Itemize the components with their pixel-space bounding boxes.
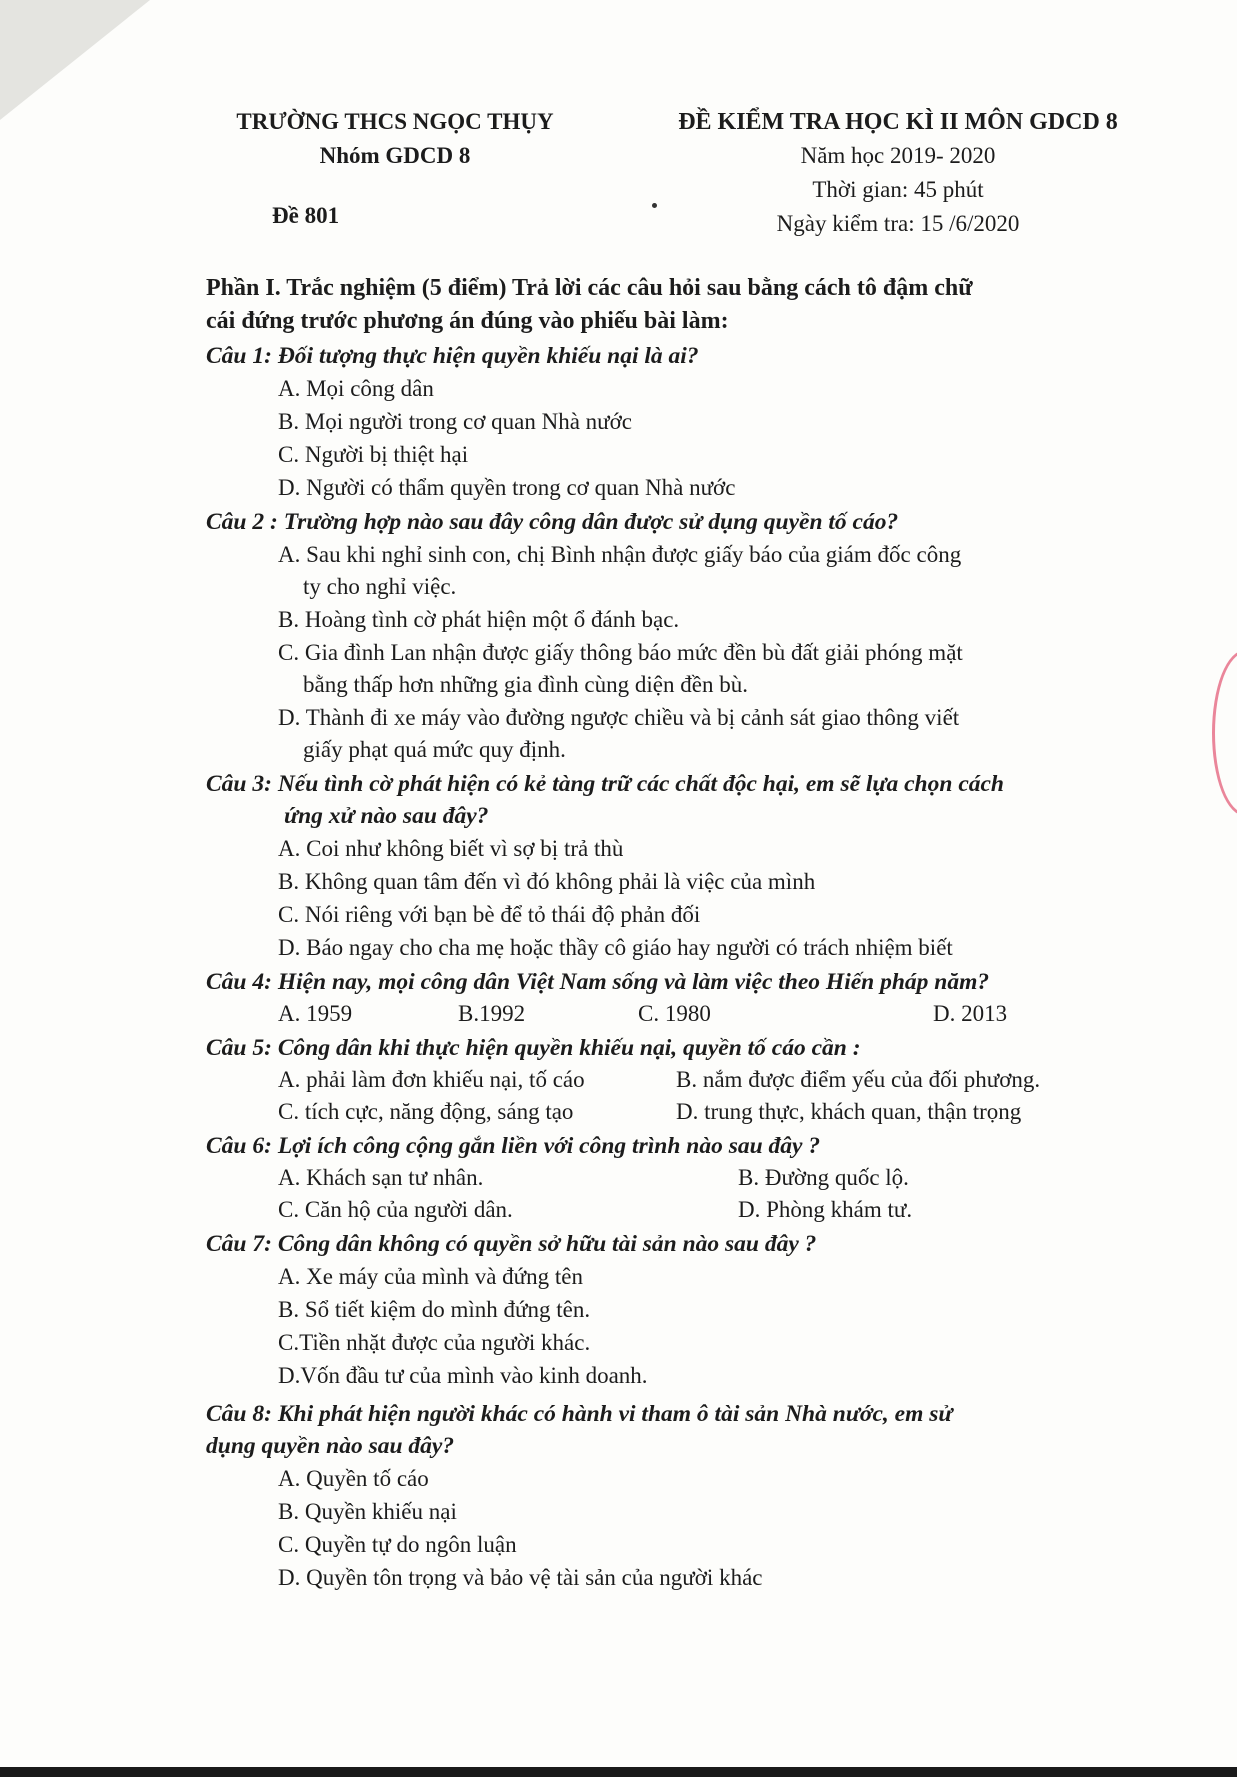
part1-title: Phần I. Trắc nghiệm (5 điểm) Trả lời các câu hỏi sau bằng cách tô đậm chữ cái đứng trước phương án đúng vào phiếu bài làm: [206,275,973,334]
q5-option-b: B. nắm được điểm yếu của đối phương. [676,1067,1041,1092]
exam-title: ĐỀ KIỂM TRA HỌC KÌ II MÔN GDCD 8 [678,109,1118,135]
q7-option-c: C.Tiền nhặt được của người khác. [278,1330,591,1355]
q7-option-b: B. Sổ tiết kiệm do mình đứng tên. [278,1297,591,1322]
question-3: Câu 3: Nếu tình cờ phát hiện có kẻ tàng trữ các chất độc hại, em sẽ lựa chọn cách ứng xử nào sau đây? [206,771,1005,829]
q4-option-a: A. 1959 [278,1001,353,1026]
q7-option-d: D.Vốn đầu tư của mình vào kinh doanh. [278,1363,648,1388]
exam-content [206,272,1136,1594]
question-6: Câu 6: Lợi ích công cộng gắn liền với công trình nào sau đây ? [206,1133,821,1159]
question-8: Câu 8: Khi phát hiện người khác có hành vi tham ô tài sản Nhà nước, em sử dụng quyền nào sau đây? [206,1401,953,1459]
q5-option-c: C. tích cực, năng động, sáng tạo [278,1099,574,1124]
q4-option-c: C. 1980 [638,1001,711,1026]
q2-option-d: D. Thành đi xe máy vào đường ngược chiều và bị cảnh sát giao thông viết giấy phạt quá mức quy định. [278,705,960,762]
q4-option-b: B.1992 [458,1001,526,1026]
group-name: Nhóm GDCD 8 [319,143,471,168]
q1-option-c: C. Người bị thiệt hại [278,442,469,467]
q8-option-c: C. Quyền tự do ngôn luận [278,1532,517,1557]
q1-option-a: A. Mọi công dân [278,376,434,401]
q4-options [206,998,1136,1030]
header-left [215,105,575,173]
q8-option-a: A. Quyền tố cáo [278,1466,429,1491]
question-2: Câu 2 : Trường hợp nào sau đây công dân được sử dụng quyền tố cáo? [206,509,899,535]
q6-option-d: D. Phòng khám tư. [738,1197,913,1222]
school-stamp [1212,650,1237,816]
q3-option-c: C. Nói riêng với bạn bè để tỏ thái độ phản đối [278,902,701,927]
q3-option-d: D. Báo ngay cho cha mẹ hoặc thầy cô giáo hay người có trách nhiệm biết [278,935,953,960]
scan-border [0,1767,1237,1777]
exam-date: Ngày kiểm tra: 15 /6/2020 [776,211,1020,236]
question-7: Câu 7: Công dân không có quyền sở hữu tài sản nào sau đây ? [206,1231,817,1257]
q2-option-c: C. Gia đình Lan nhận được giấy thông báo mức đền bù đất giải phóng mặt bằng thấp hơn những gia đình cùng diện đền bù. [278,640,963,697]
page-fold [0,0,150,120]
q4-option-d: D. 2013 [933,1001,1008,1026]
q5-options-cd [206,1096,1136,1128]
school-year: Năm học 2019- 2020 [800,143,996,168]
q1-option-d: D. Người có thẩm quyền trong cơ quan Nhà nước [278,475,736,500]
q2-option-b: B. Hoàng tình cờ phát hiện một ổ đánh bạc. [278,607,680,632]
q7-option-a: A. Xe máy của mình và đứng tên [278,1264,583,1289]
q6-option-b: B. Đường quốc lộ. [738,1165,909,1190]
q6-options-cd [206,1194,1136,1226]
q6-option-a: A. Khách sạn tư nhân. [278,1165,484,1190]
question-5: Câu 5: Công dân khi thực hiện quyền khiếu nại, quyền tố cáo cần : [206,1035,861,1061]
question-4: Câu 4: Hiện nay, mọi công dân Việt Nam sống và làm việc theo Hiến pháp năm? [206,969,990,995]
q5-option-a: A. phải làm đơn khiếu nại, tố cáo [278,1067,585,1092]
q2-option-a: A. Sau khi nghỉ sinh con, chị Bình nhận được giấy báo của giám đốc công ty cho nghỉ việc. [278,542,962,599]
q1-option-b: B. Mọi người trong cơ quan Nhà nước [278,409,632,434]
school-name: TRƯỜNG THCS NGỌC THỤY [236,109,554,134]
q8-option-d: D. Quyền tôn trọng và bảo vệ tài sản của người khác [278,1565,763,1590]
q5-options-ab [206,1064,1136,1096]
q6-option-c: C. Căn hộ của người dân. [278,1197,513,1222]
q3-option-a: A. Coi như không biết vì sợ bị trả thù [278,836,624,861]
q5-option-d: D. trung thực, khách quan, thận trọng [676,1099,1022,1124]
exam-code: Đề 801 [272,203,340,228]
q8-option-b: B. Quyền khiếu nại [278,1499,457,1524]
duration: Thời gian: 45 phút [812,177,984,202]
question-1: Câu 1: Đối tượng thực hiện quyền khiếu nại là ai? [206,343,699,369]
header-right [638,105,1158,241]
q6-options-ab [206,1162,1136,1194]
q3-option-b: B. Không quan tâm đến vì đó không phải là việc của mình [278,869,816,894]
